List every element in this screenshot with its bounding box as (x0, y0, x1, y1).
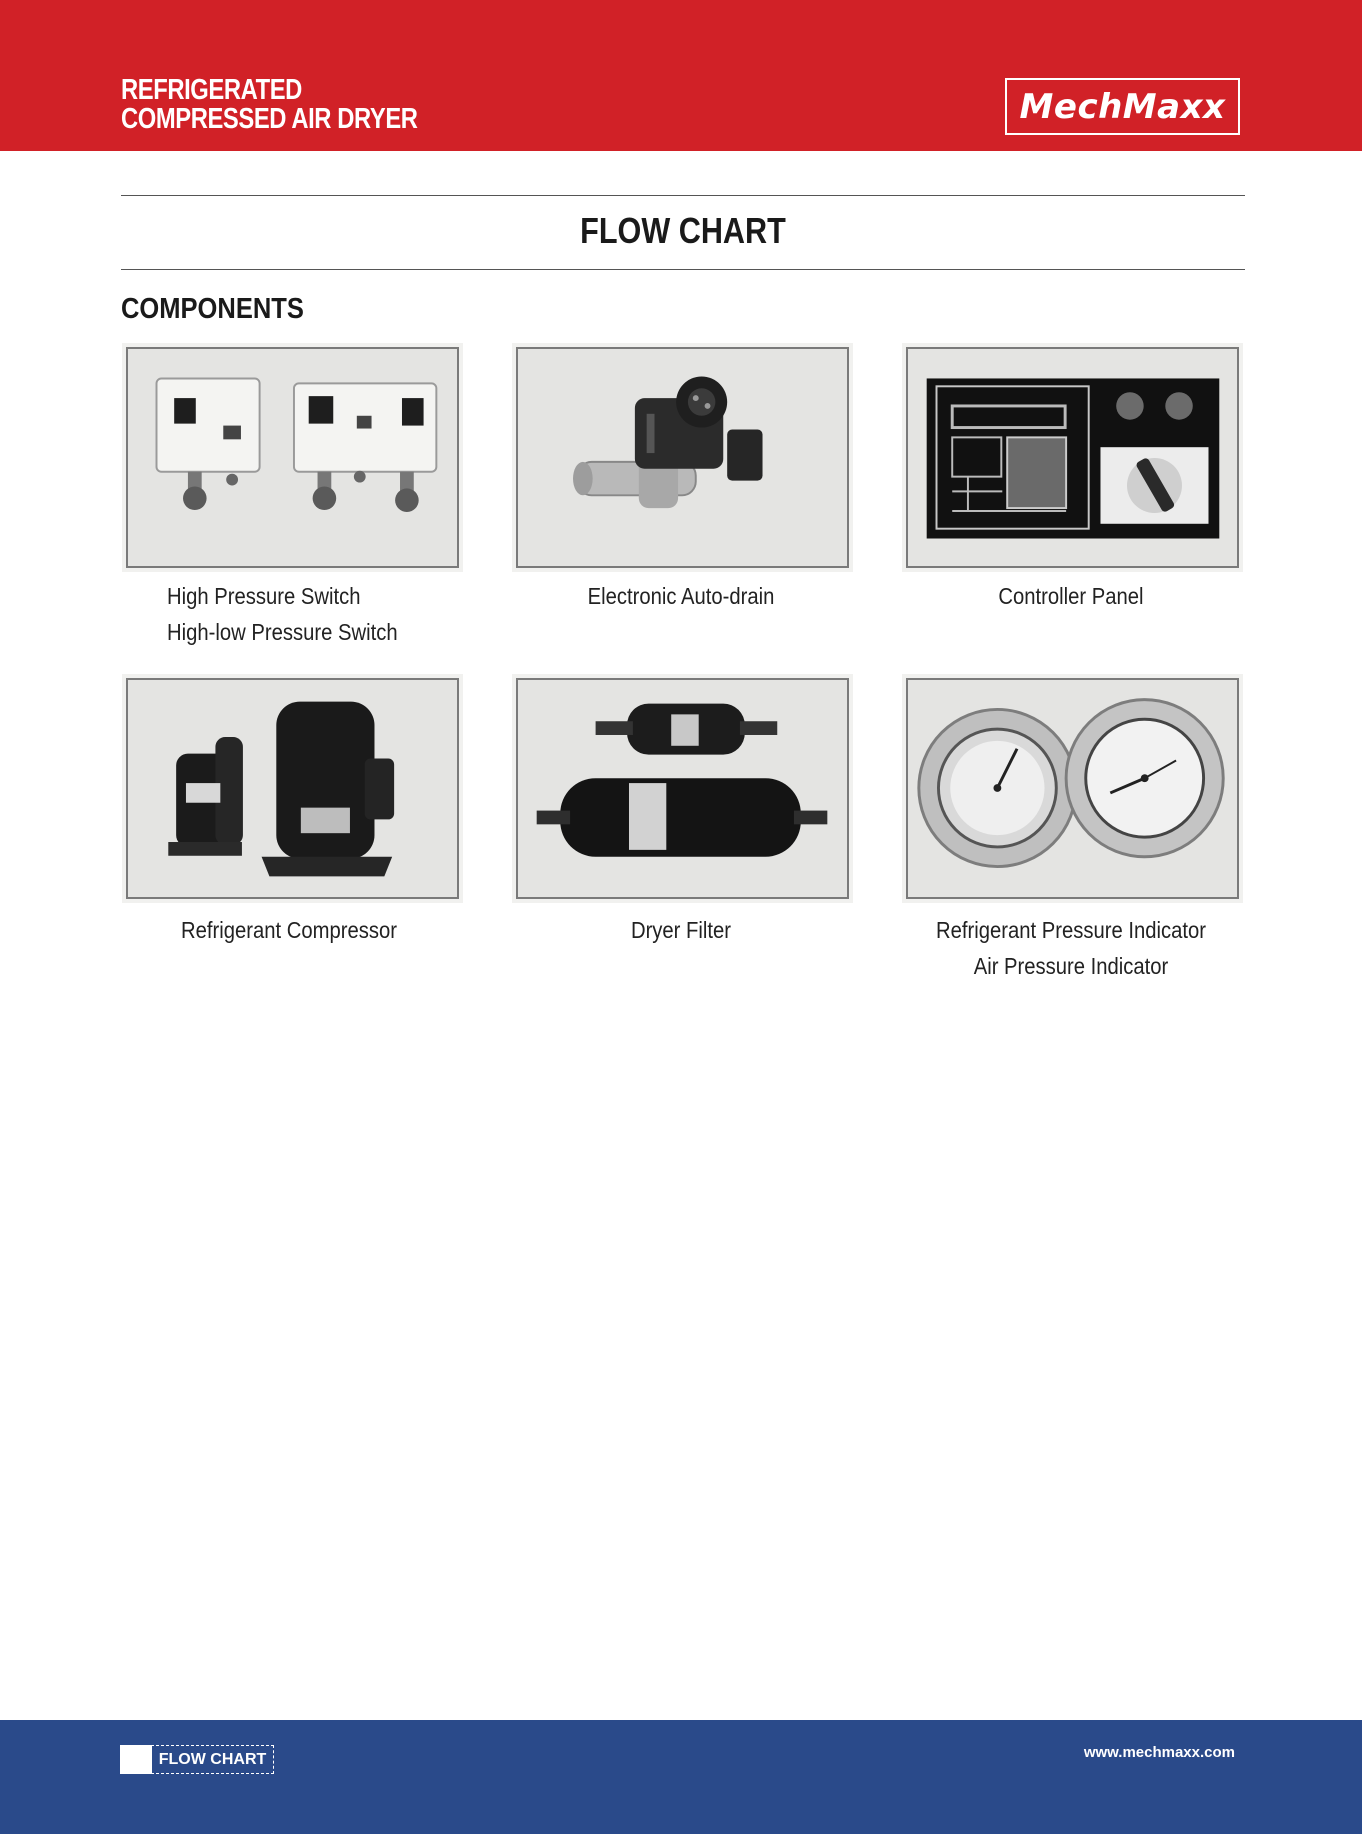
website-link[interactable]: www.mechmaxx.com (1083, 1744, 1235, 1761)
footer-band (0, 1720, 1362, 1834)
caption-line: Electronic Auto-drain (587, 583, 775, 609)
top-divider (121, 195, 1245, 196)
caption-compressor (131, 912, 448, 948)
logo-text: MechMaxx (1019, 86, 1226, 127)
mechmaxx-logo (1005, 78, 1240, 135)
caption-controller-panel (913, 578, 1230, 614)
caption-line: Air Pressure Indicator (973, 953, 1169, 979)
document-title-line2: COMPRESSED AIR DRYER (121, 103, 418, 135)
caption-line: High-low Pressure Switch (167, 619, 398, 645)
caption-line: Refrigerant Compressor (181, 917, 397, 943)
auto-drain-photo (516, 347, 849, 568)
caption-line: High Pressure Switch (167, 583, 361, 609)
footer-marker (120, 1745, 152, 1774)
compressor-photo (126, 678, 459, 899)
page-title: FLOW CHART (580, 210, 786, 251)
bottom-divider (121, 269, 1245, 270)
caption-line: Controller Panel (998, 583, 1144, 609)
caption-dryer-filter (523, 912, 840, 948)
document-title (121, 76, 418, 134)
caption-line: Refrigerant Pressure Indicator (936, 917, 1206, 943)
caption-pressure-indicator (913, 912, 1230, 984)
document-title-line1: REFRIGERATED (121, 74, 302, 106)
pressure-gauge-photo (906, 678, 1239, 899)
caption-pressure-switch (167, 578, 484, 650)
footer-section-label: FLOW CHART (151, 1745, 274, 1774)
controller-panel-photo (906, 347, 1239, 568)
section-title: COMPONENTS (121, 293, 304, 325)
caption-auto-drain (523, 578, 840, 614)
caption-line: Dryer Filter (630, 917, 732, 943)
pressure-switch-photo (126, 347, 459, 568)
dryer-filter-photo (516, 678, 849, 899)
header-band (0, 0, 1362, 151)
